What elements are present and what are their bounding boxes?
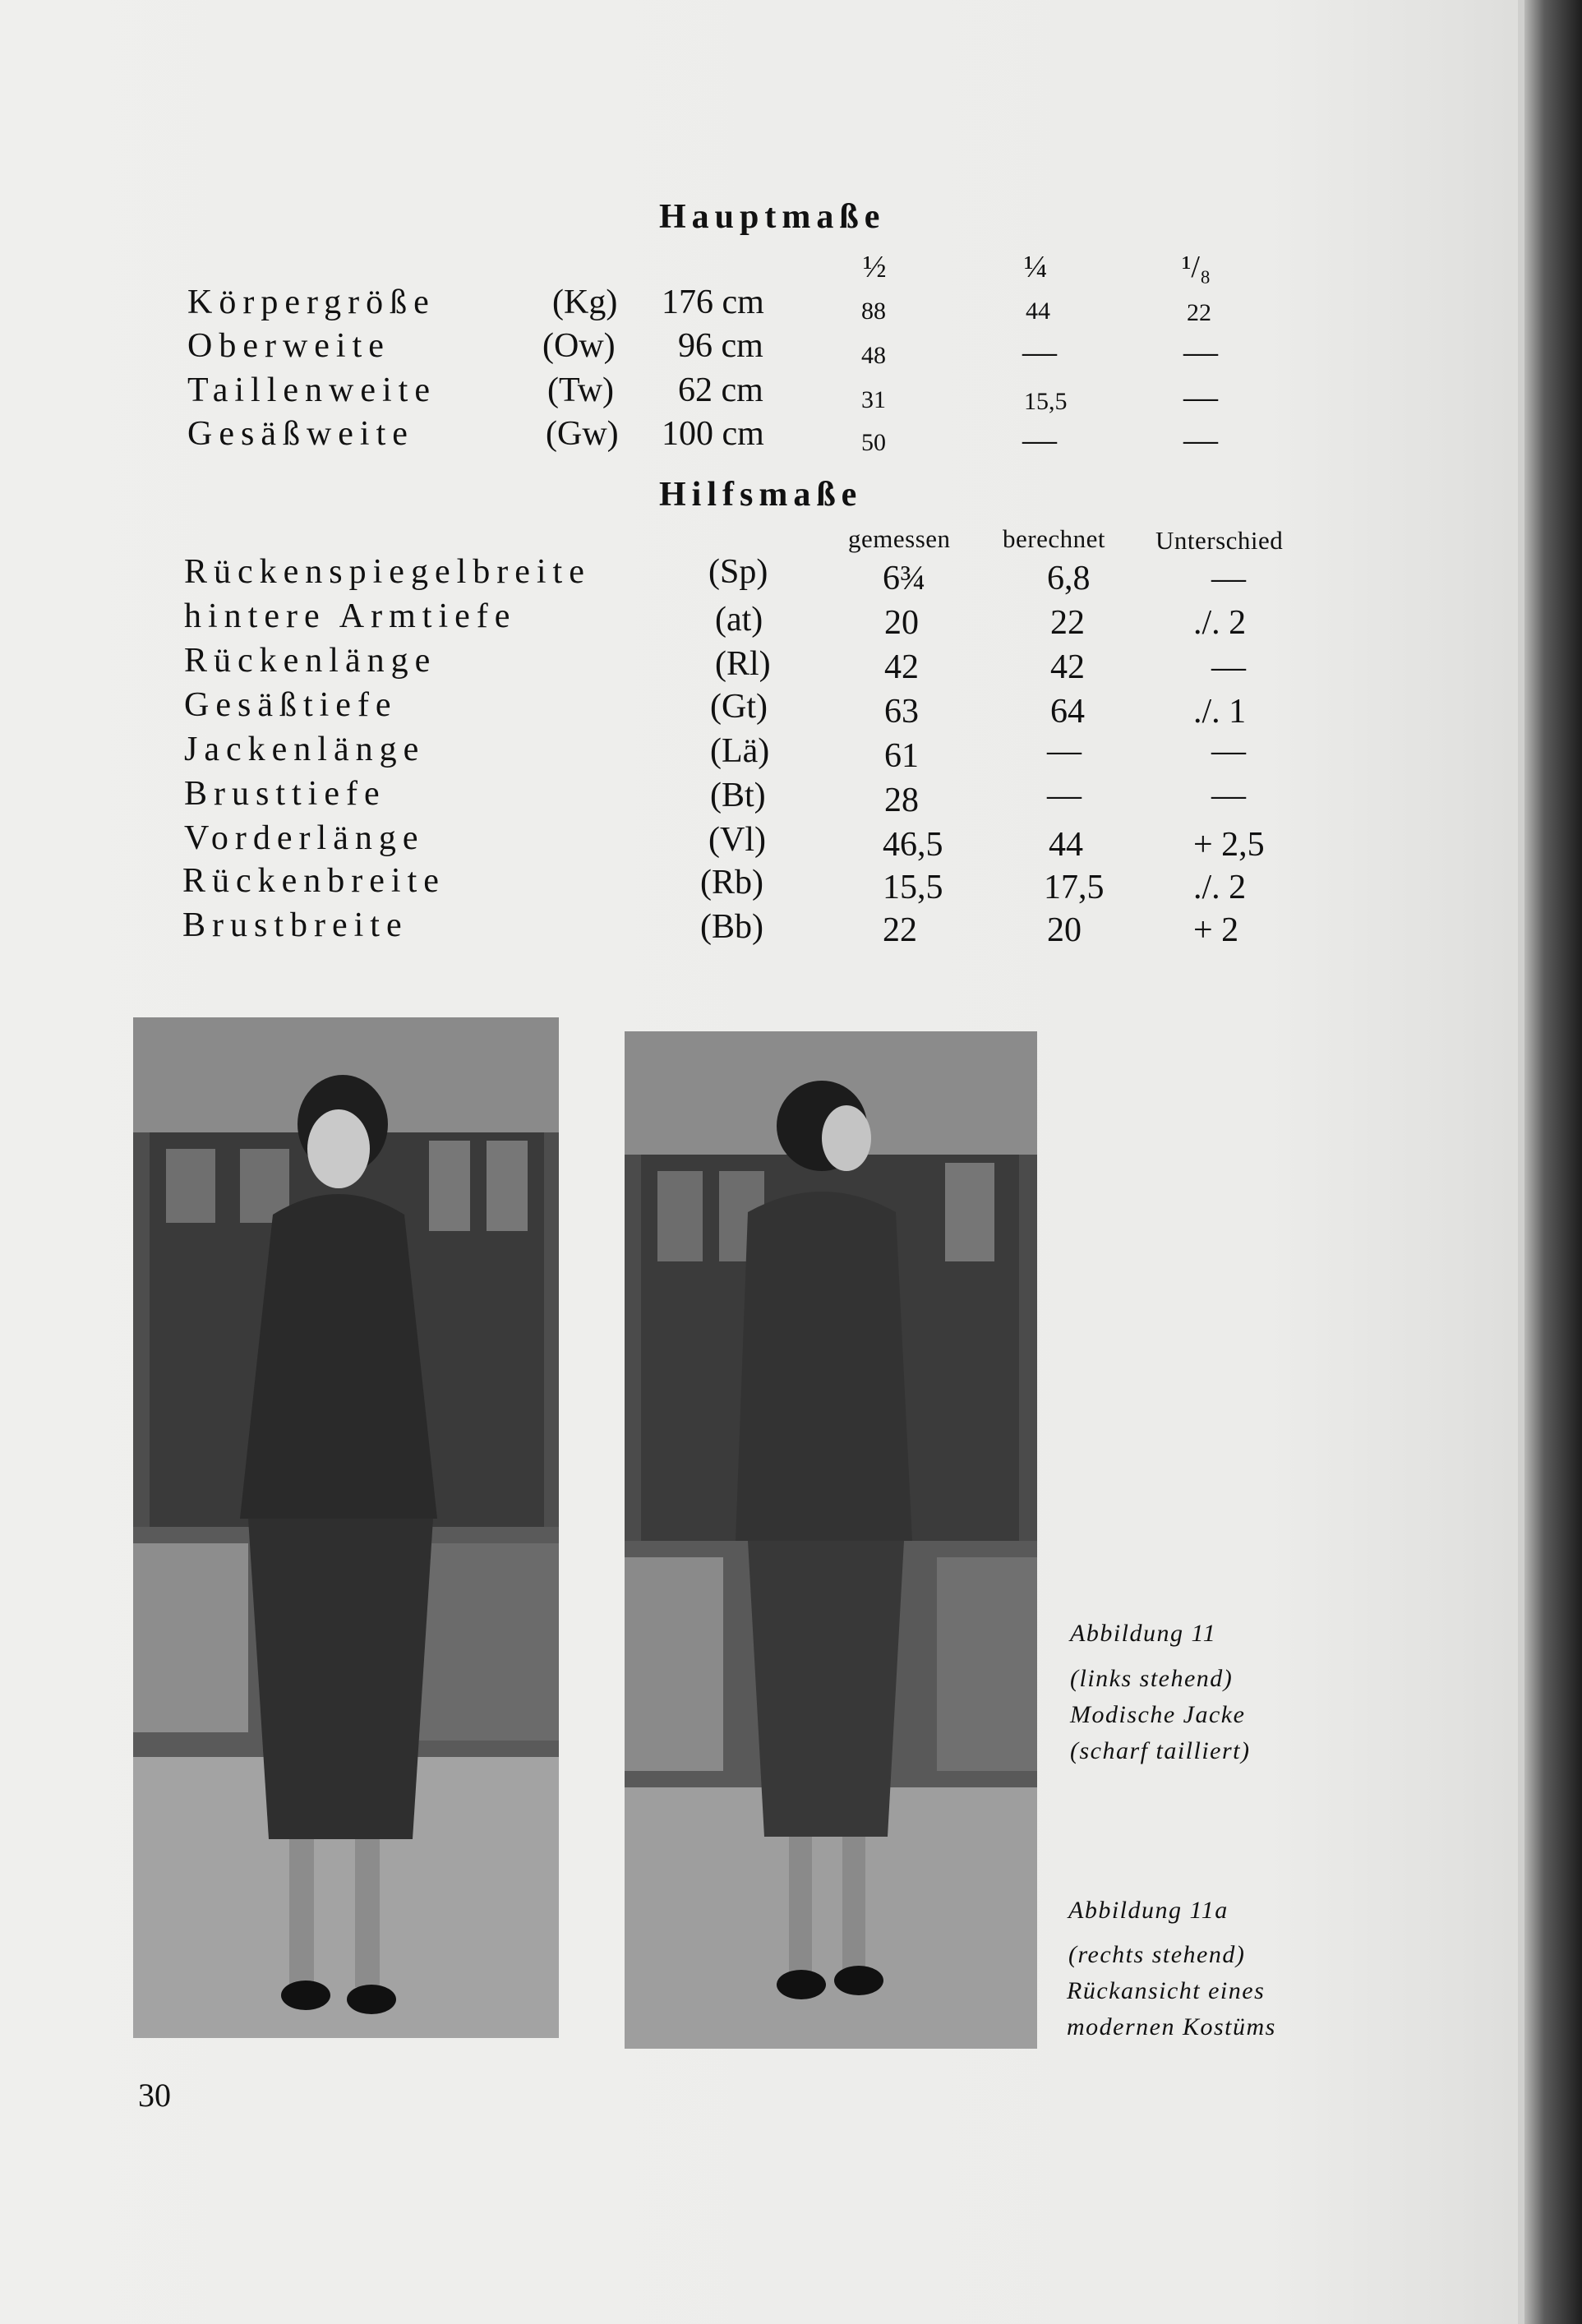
row-difference: — [1211, 732, 1246, 770]
row-difference: ./. 1 [1193, 693, 1247, 731]
row-difference: — [1211, 777, 1246, 814]
row-calculated: 42 [1050, 648, 1085, 686]
fraction-header-eighth: ¹/₈ [1182, 250, 1211, 284]
row-abbr: (Sp) [708, 553, 768, 591]
row-abbr: (Rl) [715, 645, 771, 683]
row-measured: 46,5 [883, 826, 943, 864]
row-label: Vorderlänge [184, 819, 425, 857]
row-half: 88 [861, 297, 886, 325]
row-label: hintere Armtiefe [184, 597, 517, 635]
page-edge [1518, 0, 1524, 2324]
main-measures-heading: Hauptmaße [659, 198, 886, 236]
row-abbr: (Rb) [700, 864, 763, 901]
row-eighth: — [1183, 422, 1218, 459]
row-difference: + 2,5 [1193, 826, 1265, 864]
row-value: 62 cm [678, 371, 763, 409]
row-label: Taillenweite [187, 371, 436, 409]
column-header-calculated: berechnet [1003, 524, 1105, 553]
column-header-difference: Unterschied [1155, 526, 1284, 555]
row-abbr: (Vl) [708, 821, 766, 859]
book-spine-shadow [1524, 0, 1582, 2324]
caption-line: (rechts stehend) [1068, 1941, 1246, 1968]
row-value: 96 cm [678, 327, 763, 365]
row-abbr: (Bt) [710, 777, 766, 814]
row-abbr: (Kg) [552, 284, 618, 321]
row-half: 48 [861, 342, 886, 369]
row-calculated: 17,5 [1044, 869, 1105, 906]
row-abbr: (Gt) [710, 688, 768, 726]
row-abbr: (Tw) [547, 371, 615, 409]
row-abbr: (Gw) [546, 415, 619, 453]
row-quarter: — [1022, 334, 1057, 371]
row-difference: ./. 2 [1193, 869, 1247, 906]
auxiliary-measures-heading: Hilfsmaße [659, 476, 863, 514]
row-label: Körpergröße [187, 284, 436, 321]
row-half: 50 [861, 429, 886, 456]
row-label: Gesäßtiefe [184, 686, 398, 724]
row-measured: 61 [884, 737, 919, 775]
row-calculated: — [1047, 732, 1082, 770]
row-quarter: 44 [1026, 297, 1050, 325]
caption-line: modernen Kostüms [1067, 2013, 1276, 2040]
photo-suit-back [625, 1031, 1037, 2049]
row-eighth: 22 [1187, 299, 1211, 326]
row-label: Brusttiefe [184, 775, 386, 813]
caption-line: (scharf tailliert) [1070, 1737, 1251, 1764]
fraction-header-half: ½ [863, 250, 887, 284]
row-calculated: 6,8 [1047, 560, 1091, 597]
row-calculated: 22 [1050, 604, 1085, 642]
row-value: 176 cm [662, 284, 764, 321]
row-half: 31 [861, 386, 886, 413]
row-difference: — [1211, 560, 1246, 597]
row-label: Rückenbreite [182, 862, 445, 900]
row-difference: + 2 [1193, 911, 1239, 949]
row-label: Rückenlänge [184, 642, 437, 680]
row-calculated: — [1047, 777, 1082, 814]
row-label: Oberweite [187, 327, 390, 365]
row-difference: ./. 2 [1193, 604, 1247, 642]
caption-line: (links stehend) [1070, 1665, 1234, 1692]
row-calculated: 64 [1050, 693, 1085, 731]
page-number: 30 [138, 2077, 171, 2114]
caption-line: Abbildung 11a [1068, 1897, 1229, 1924]
row-quarter: — [1022, 422, 1057, 459]
row-eighth: — [1183, 379, 1218, 417]
row-value: 100 cm [662, 415, 764, 453]
row-calculated: 44 [1049, 826, 1083, 864]
row-measured: 42 [884, 648, 919, 686]
fraction-header-quarter: ¼ [1024, 250, 1048, 284]
row-abbr: (at) [715, 601, 763, 639]
row-measured: 20 [884, 604, 919, 642]
column-header-measured: gemessen [848, 524, 951, 553]
row-measured: 28 [884, 782, 919, 819]
row-calculated: 20 [1047, 911, 1082, 949]
row-abbr: (Lä) [710, 732, 770, 770]
row-quarter: 15,5 [1024, 388, 1068, 415]
row-measured: 15,5 [883, 869, 943, 906]
row-abbr: (Bb) [700, 908, 763, 946]
row-label: Gesäßweite [187, 415, 414, 453]
row-label: Jackenlänge [184, 731, 426, 768]
row-abbr: (Ow) [542, 327, 616, 365]
caption-line: Modische Jacke [1070, 1701, 1246, 1728]
row-measured: 22 [883, 911, 917, 949]
row-eighth: — [1183, 334, 1218, 371]
row-label: Rückenspiegelbreite [184, 553, 591, 591]
caption-line: Abbildung 11 [1070, 1620, 1217, 1647]
caption-line: Rückansicht eines [1067, 1977, 1266, 2004]
row-difference: — [1211, 648, 1246, 686]
photo-jacket-front [133, 1017, 559, 2038]
row-measured: 6¾ [883, 560, 926, 597]
row-measured: 63 [884, 693, 919, 731]
row-label: Brustbreite [182, 906, 408, 944]
